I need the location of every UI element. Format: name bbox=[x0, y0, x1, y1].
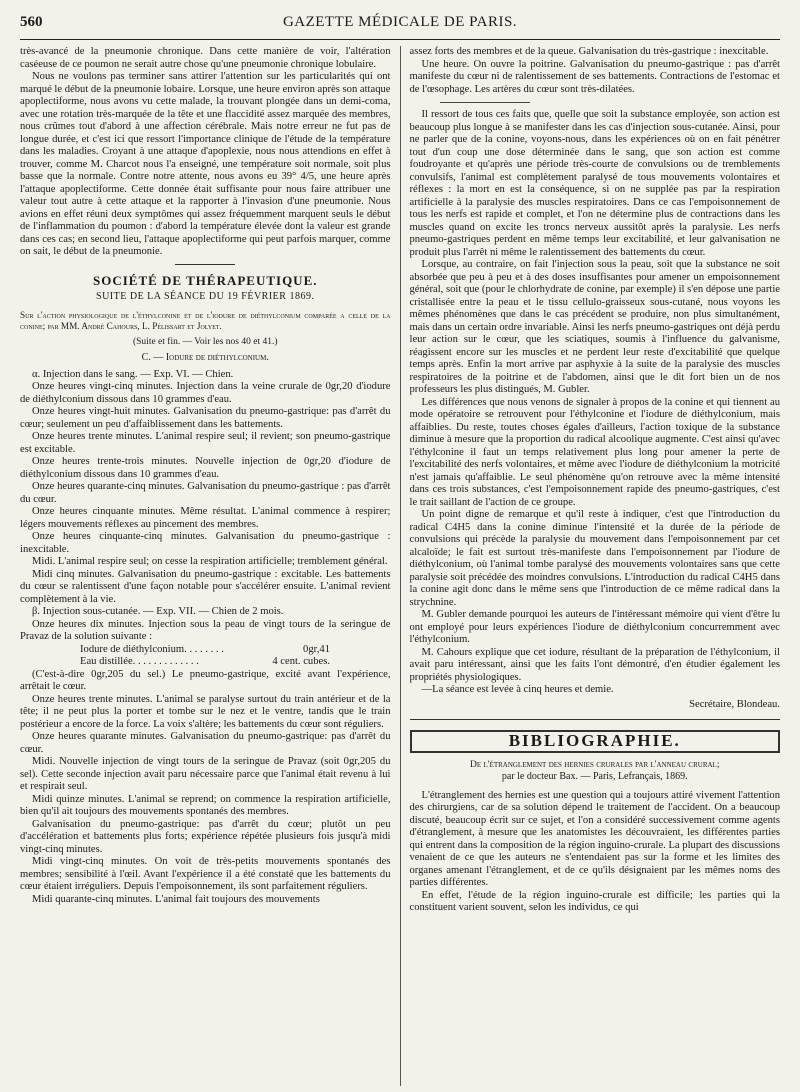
paragraph: Midi quarante-cinq minutes. L'animal fait toujours des mouvements bbox=[32, 893, 320, 905]
article-title: Sur l'action physiologique de l'éthylconine et de l'iodure de diéthylconium comparée a celle de la conine; par MM. André Cahours, L. Pélissart et Jolyet. bbox=[20, 309, 391, 331]
experiment-heading: α. Injection dans le sang. — Exp. VI. — Chien. bbox=[32, 368, 234, 380]
paragraph: Il ressort de tous ces faits que, quelle que soit la substance employée, son action est beaucoup plus longue à se manifester dans les cas d'injection sous-cutanée. Ainsi, pour ne parler que de la conine, voyons-nous, dans les expériences où on en fait pénétrer tout d'un coup une dose déterminée dans le sang, que son action est comme foudroyante et qu'après une période très-courte de convulsions ou de tremblements convulsifs, l'animal est complètement paralysé de tous mouvements volontaires et réflexes : la mort en est la conséquence, si on ne supplée pas par la respiration artificielle à la paralysie des muscles respiratoires. Dans ce cas l'empoisonnement de tous les nerfs est rapide et complet, et l'on ne détermine plus de contractions dans les muscles quand on excite les troncs nerveux aussitôt après la paralysie. Les nerfs pneumo-gastriques perdent en même temps leur excitabilité, et leur galvanisation ne produit plus l'arrêt ni même le ralentissement des battements du cœur. bbox=[409, 109, 780, 258]
paragraph: assez forts des membres et de la queue. Galvanisation du très-gastrique : inexcitable. bbox=[409, 46, 769, 57]
paragraph: Onze heures trente minutes. L'animal respire seul; il revient; son pneumo-gastrique est excitable. bbox=[20, 431, 391, 455]
right-column bbox=[401, 46, 781, 1086]
paragraph: (C'est-à-dire 0gr,205 du sel.) Le pneumo-gastrique, excité avant l'expérience, arrêtait le cœur. bbox=[20, 668, 391, 692]
experiment-heading: β. Injection sous-cutanée. — Exp. VII. — Chien de 2 mois. bbox=[32, 606, 284, 617]
paragraph: Une heure. On ouvre la poitrine. Galvanisation du pneumo-gastrique : pas d'arrêt manifeste du cœur ni de ralentissement de ses battements. Contractions de l'estomac et de l'œsophage. Les artères du cœur sont très-dilatées. bbox=[409, 58, 780, 95]
paragraph: Onze heures quarante minutes. Galvanisation du pneumo-gastrique: pas d'arrêt du cœur. bbox=[20, 731, 391, 755]
paragraph: Onze heures dix minutes. Injection sous la peau de vingt tours de la seringue de Pravaz de la solution suivante : bbox=[20, 618, 391, 642]
divider bbox=[410, 719, 781, 720]
page-number: 560 bbox=[20, 14, 43, 30]
paragraph: En effet, l'étude de la région inguino-crurale est difficile; les parties qui la constituent varient souvent, selon les individus, ce qui bbox=[409, 889, 780, 913]
formula-row bbox=[80, 656, 330, 669]
continued-note: (Suite et fin. — Voir les nos 40 et 41.) bbox=[132, 336, 278, 347]
paragraph: Lorsque, au contraire, on fait l'injection sous la peau, soit que la substance ne soit absorbée que peu à peu et à des doses insuffisantes pour amener un empoisonnement général, soit que (pour le chlorhydrate de conine, par exemple) il s'en dépose une partie cristallisée entre la peau et le tissu cellulo-graisseux sous-cutané, nous voyons les mêmes phénomènes que dans le cas précédent se produire, non plus simultanément, mais dans un certain ordre invariable. Ainsi les nerfs pneumo-gastriques ont déjà perdu leur action sur le cœur, que les sciatiques, soumis à l'influence du galvanisme, réagissent encore sur les muscles et ne perdent leur reste d'excitabilité que quelque temps après. Enfin la mort arrive par asphyxie à la suite de la paralysie des muscles respiratoires de la poitrine et de l'abdomen, ainsi que le dit fort bien un de nos professeurs les plus distingués, M. Gubler. bbox=[409, 259, 780, 395]
paragraph: Galvanisation du pneumo-gastrique: pas d'arrêt du cœur; plutôt un peu d'accélération et battements plus forts; expérience répétée plusieurs fois jusqu'à midi vingt-cinq minutes. bbox=[20, 818, 391, 855]
paragraph: Les différences que nous venons de signaler à propos de la conine et qui tiennent au mode opératoire se retrouvent pour l'éthylconine et l'iodure de diéthylconium, mais affaiblies. Du reste, toutes choses égales d'ailleurs, l'action toxique de la substance diminue à mesure que la proportion du radical alcoolique augmente. C'est ainsi qu'avec l'éthylconine il faut un temps relativement plus long pour amener la perte de l'excitabilité des nerfs volontaires, et même avec l'iodure de diéthylconium la motricité n'est jamais qu'affaiblie. Le seul phénomène qu'on retrouve avec la même intensité dans ces trois substances, c'est l'empoisonnement rapide des pneumo-gastriques, c'est le trait saillant de l'action de ce groupe. bbox=[409, 396, 780, 508]
paragraph: M. Cahours explique que cet iodure, résultant de la préparation de l'éthylconium, il avait paru intéressant, ainsi que les faits l'ont démontré, d'en étudier également les propriétés physiologiques. bbox=[409, 646, 780, 683]
paragraph: Onze heures quarante-cinq minutes. Galvanisation du pneumo-gastrique : pas d'arrêt du cœur. bbox=[20, 481, 391, 505]
paragraph: Midi cinq minutes. Galvanisation du pneumo-gastrique : excitable. Les battements du cœur se ralentissent d'une façon notable pour s'accélérer ensuite. L'animal revient complètement à la vie. bbox=[20, 568, 391, 605]
formula-value: 0gr,41 bbox=[303, 643, 330, 655]
formula bbox=[20, 644, 391, 669]
paragraph: Onze heures vingt-cinq minutes. Injection dans la veine crurale de 0gr,20 d'iodure de diéthylconium dissous dans 10 grammes d'eau. bbox=[20, 381, 391, 405]
paragraph: Midi. Nouvelle injection de vingt tours de la seringue de Pravaz (soit 0gr,205 du sel). Cette seconde injection avait paru nécessaire parce que l'animal était revenu à lui et respirait seul. bbox=[20, 756, 391, 792]
paragraph: Onze heures cinquante minutes. Même résultat. L'animal commence à respirer; légers mouvements réflexes au pincement des membres. bbox=[20, 506, 391, 530]
signature: Secrétaire, Blondeau. bbox=[689, 698, 780, 710]
text-columns bbox=[20, 46, 780, 1086]
paragraph: Onze heures trente minutes. L'animal se paralyse surtout du train antérieur et de la tête; il ne peut plus la porter et tombe sur le nez et le ventre, tandis que le train postérieur a encore de la force. La voix s'altère; les battements du cœur sont réguliers. bbox=[20, 693, 391, 730]
page-header bbox=[20, 14, 780, 40]
paragraph: Midi quinze minutes. L'animal se reprend; on commence la respiration artificielle, bien qu'il ait toujours des mouvements spontanés des membres. bbox=[20, 793, 391, 817]
left-column bbox=[20, 46, 401, 1086]
divider bbox=[175, 264, 235, 265]
paragraph: Nous ne voulons pas terminer sans attirer l'attention sur les particularités qui ont marqué le début de la pneumonie lobaire. Lorsque, une heure environ après son attaque apoplectiforme, nous avons vu cette malade, la trouvant plongée dans un demi-coma, avec une rotation très-marquée de la tête et une flaccidité assez marquée des membres, nous crûmes tout d'abord à une affection cérébrale. Mais notre erreur ne fut pas de longue durée, et c'est ici que ressort l'importance clinique de l'étude de la température dans les maladies. Croyant à une attaque d'apoplexie, nous nous attendions en effet à trouver, comme M. Charcot nous l'a enseigné, une température soit normale, soit plus basse que la normale. Contre notre attente, nous avons eu 39° 4/5, une heure après l'attaque apoplectiforme. Cette donnée était suffisante pour nous faire attribuer une valeur tout autre à cette attaque et la rapporter à l'invasion d'une pneumonie. Nous avions en effet réuni deux symptômes qui assez fréquemment marquent seuls le début de l'inflammation du poumon : d'abord la température élevée dont la valeur est grande dans ces cas; en second lieu, l'attaque apoplectiforme qui peut parfois marquer, comme on sait, le début de la pneumonie. bbox=[20, 71, 391, 257]
formula-value: 4 cent. cubes. bbox=[272, 656, 330, 667]
formula-label: Iodure de diéthylconium. . . . . . . . bbox=[80, 643, 224, 655]
journal-title: GAZETTE MÉDICALE DE PARIS. bbox=[282, 14, 518, 30]
subsection-title: C. — Iodure de diéthylconium. bbox=[141, 352, 269, 363]
book-author: par le docteur Bax. — Paris, Lefrançais, 1869. bbox=[501, 771, 688, 782]
section-title: SOCIÉTÉ DE THÉRAPEUTIQUE. bbox=[92, 272, 318, 288]
session-date: SUITE DE LA SÉANCE DU 19 FÉVRIER 1869. bbox=[96, 291, 315, 302]
bibliography-heading: BIBLIOGRAPHIE. bbox=[410, 730, 781, 753]
divider bbox=[440, 102, 530, 103]
paragraph: —La séance est levée à cinq heures et demie. bbox=[421, 684, 614, 695]
book-title: De l'étranglement des hernies crurales par l'anneau crural; bbox=[470, 759, 720, 770]
paragraph: Onze heures vingt-huit minutes. Galvanisation du pneumo-gastrique: pas d'arrêt du cœur; seulement un peu d'affaiblissement dans les battements. bbox=[20, 406, 391, 430]
formula-row bbox=[80, 644, 330, 657]
paragraph: Onze heures trente-trois minutes. Nouvelle injection de 0gr,20 d'iodure de diéthylconium dissous dans 10 grammes d'eau. bbox=[20, 456, 391, 480]
paragraph: M. Gubler demande pourquoi les auteurs de l'intéressant mémoire qui vient d'être lu ont employé pour leurs expériences l'iodure de diéthylconium concurremment avec l'éthylconium. bbox=[409, 609, 780, 645]
paragraph: Midi. L'animal respire seul; on cesse la respiration artificielle; tremblement général. bbox=[32, 556, 388, 567]
paragraph: très-avancé de la pneumonie chronique. Dans cette manière de voir, l'altération caséeuse de ce poumon ne serait autre chose qu'une pneumonie chronique lobulaire. bbox=[20, 46, 391, 70]
paragraph: L'étranglement des hernies est une question qui a toujours attiré vivement l'attention des chirurgiens, car de sa solution dépend le traitement de l'accident. On a beaucoup discuté, beaucoup écrit sur ce sujet, et l'on a considéré successivement comme agents d'étranglement, à mesure que les anatomistes les découvraient, les différentes parties qui entrent dans la composition de la région inguino-crurale. La plupart des discussions venaient de ce que les auteurs ne s'entendaient pas sur la forme et les limites des organes amenant l'étranglement, et de ce qu'ils désignaient par les mêmes noms des parties différentes. bbox=[409, 789, 780, 888]
paragraph: Midi vingt-cinq minutes. On voit de très-petits mouvements spontanés des membres; sensibilité à l'œil. Avant l'expérience il a été constaté que les battements du cœur étaient irréguliers. Depuis l'empoisonnement, ils sont parfaitement réguliers. bbox=[20, 856, 391, 892]
formula-label: Eau distillée. . . . . . . . . . . . . bbox=[80, 656, 199, 667]
paragraph: Un point digne de remarque et qu'il reste à indiquer, c'est que l'introduction du radical C4H5 dans la conine diminue l'intensité et la durée de la période de convulsions qui précède la paralysie du mouvement dans l'empoisonnement par cet alcaloïde; le fait est surtout très-manifeste dans l'empoisonnement par l'iodure de diéthylconium, où l'animal tombe paralysé des mouvements volontaires sans que cette paralysie soit précédée des moindres convulsions. L'introduction du radical C4H5 dans la conine agit donc dans le même sens que l'introduction de ce même radical dans la strychnine. bbox=[409, 509, 780, 608]
paragraph: Onze heures cinquante-cinq minutes. Galvanisation du pneumo-gastrique : inexcitable. bbox=[20, 531, 391, 555]
